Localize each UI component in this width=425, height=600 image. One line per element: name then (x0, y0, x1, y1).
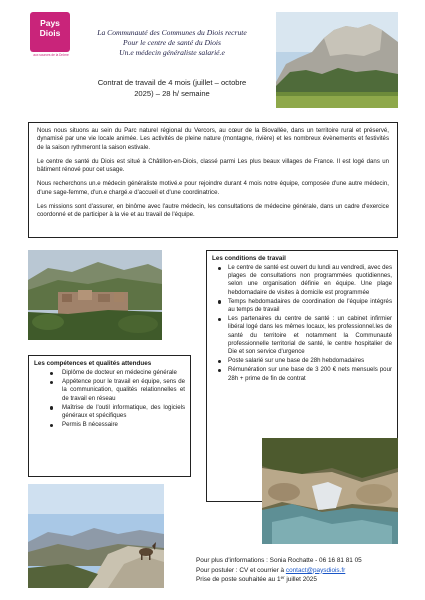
job-description-box (28, 122, 398, 238)
skills-item: Diplôme de docteur en médecine générale (34, 369, 185, 377)
skills-item: Permis B nécessaire (34, 421, 185, 429)
intro-line: La Communauté des Communes du Diois recrute (97, 28, 247, 37)
conditions-item: Poste salarié sur une base de 28h hebdomadaires (212, 357, 392, 365)
conditions-item: Le centre de santé est ouvert du lundi au vendredi, avec des plages de consultations non programmées quotidiennes, selon une organisation définie en équipe. Une plage hebdomadaire de visites à domicile est programmée (212, 264, 392, 297)
intro-heading (74, 28, 270, 58)
skills-list (34, 369, 185, 429)
contract-line: Contrat de travail de 4 mois (juillet – octobre (97, 78, 247, 87)
contract-summary (74, 78, 270, 99)
contact-block (196, 556, 406, 585)
contact-info: Pour plus d'informations : Sonia Rochatte - 06 16 81 81 05 (196, 557, 362, 564)
conditions-item: Les partenaires du centre de santé : un cabinet infirmier libéral logé dans les mêmes locaux, les professionnel.les de santé du territoire et notamment la Communauté professionnelle territorial de santé, le centre hospitalier de Die et son service d'urgence (212, 315, 392, 356)
conditions-title: Les conditions de travail (212, 255, 286, 262)
description-paragraph: Le centre de santé du Diois est situé à Châtillon-en-Diois, classé parmi Les plus beaux villages de France. Il est logé dans un bâtiment rénové pour cet usage. (37, 157, 389, 174)
skills-title: Les compétences et qualités attendues (34, 360, 152, 367)
cliff-chamois-photo (28, 484, 164, 588)
skills-box (28, 355, 191, 477)
logo-tagline: aux sources de la Drôme (33, 53, 69, 57)
logo-line-2: Diois (39, 28, 61, 38)
start-date-line (196, 575, 406, 585)
intro-line: Un.e médecin généraliste salarié.e (119, 48, 225, 57)
apply-line (196, 566, 406, 576)
description-paragraph: Nous recherchons un.e médecin généraliste motivé.e pour rejoindre durant 4 mois notre équipe, composée d'une autre médecin, d'une sage-femme, d'un.e chargé.e d'accueil et d'une coordinatrice. (37, 180, 389, 196)
skills-item: Maîtrise de l'outil informatique, des logiciels généraux et spécifiques (34, 404, 185, 420)
conditions-list (212, 264, 392, 383)
start-sup: er (280, 575, 285, 581)
contact-email-link[interactable]: contact@paysdiois.fr (285, 566, 346, 574)
mountain-photo (276, 12, 398, 108)
start-suffix: juillet 2025 (284, 576, 317, 584)
conditions-item: Rémunération sur une base de 3 200 € nets mensuels pour 28h + prime de fin de contrat (212, 366, 392, 382)
description-paragraph: Les missions sont d'assurer, en binôme avec l'autre médecin, les consultations de médecine générale, dans un cadre d'exercice coordonné et de participer à la vie et au travail de l'équipe. (37, 203, 389, 219)
apply-prefix: Pour postuler : CV et courrier à (196, 566, 286, 574)
conditions-item: Temps hebdomadaires de coordination de l'équipe intégrés au temps de travail (212, 298, 392, 314)
logo-line-1: Pays (40, 18, 60, 28)
start-prefix: Prise de poste souhaitée au 1 (196, 576, 281, 584)
intro-line: Pour le centre de santé du Diois (123, 38, 221, 47)
river-photo (262, 438, 398, 544)
pays-diois-logo (30, 12, 70, 52)
contract-line: 2025) – 28 h/ semaine (134, 88, 210, 98)
description-paragraph: Nous nous situons au sein du Parc naturel régional du Vercors, au cœur de la Biovallée, dans un territoire rural et préservé, dynamisé par une vie locale animée. Les activités de pleine nature (montagne, rivière) et les nombreux évènements et festivités de la saison rythmeront la saison estivale. (37, 127, 389, 151)
skills-item: Appétence pour le travail en équipe, sens de la communication, qualités relationnelles et de travail en réseau (34, 378, 185, 403)
village-photo (28, 250, 162, 340)
